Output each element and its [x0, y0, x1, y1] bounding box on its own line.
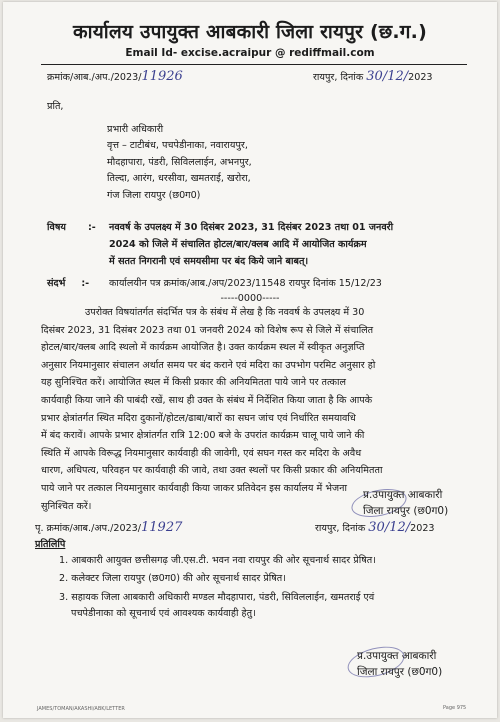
footer-page: Page 975 — [443, 705, 467, 711]
copy-date-year: 2023 — [410, 523, 435, 534]
body-line: प्रभार क्षेत्रांतर्गत स्थित मदिरा दुकानों/होटल/ढाबा/बारों का सघन जांच एवं निर्धारित समयावधि — [41, 412, 356, 424]
copy-number — [35, 520, 182, 535]
letter-number-prefix: क्रमांक/आब./अप./2023/ — [47, 72, 142, 83]
body-line: कार्यवाही किया जाने की पाबंदी रखें, साथ ही उक्त के संबंध में निर्देशित किया जाता है कि आपके — [41, 394, 373, 406]
letter-date-handwritten: 30/12/ — [366, 69, 409, 84]
signatory-title: प्र.उपायुक्त आबकारी — [363, 489, 443, 501]
body-line: में बंद करावें। आपके प्रभार क्षेत्रांतर्गत रात्रि 12:00 बजे के उपरांत कार्यक्रम चालू पाये जाने की — [41, 430, 365, 442]
body-line: धारण, अधिपत्य, परिवहन पर कार्यवाही की जावे, तथा उक्त स्थलों पर किसी प्रकार की अनियमितता — [41, 465, 383, 477]
copy-to-item: 3. सहायक जिला आबकारी अधिकारी मण्डल मौदहापारा, पंडरी, सिविललाईन, खमतराई एवं — [59, 592, 375, 603]
signatory-office: जिला रायपुर (छ0ग0) — [363, 505, 449, 517]
signature-block-2 — [357, 648, 442, 680]
subject-line: में सतत निगरानी एवं समयसीमा पर बंद किये जाने बाबत्। — [109, 255, 309, 267]
reference-text: कार्यालयीन पत्र क्रमांक/आब./अप/2023/11548 रायपुर दिनांक 15/12/23 — [109, 278, 382, 289]
office-email: Email Id- excise.acraipur @ rediffmail.com — [125, 47, 375, 59]
copy-date — [315, 520, 435, 535]
office-title: कार्यालय उपायुक्त आबकारी जिला रायपुर (छ.ग.) — [73, 21, 427, 43]
subject-label: विषय :- — [47, 222, 96, 233]
subject-label-text: विषय — [47, 222, 66, 233]
addressee-block — [107, 122, 252, 204]
reference-label-text: संदर्भ — [47, 278, 66, 289]
addressee-line: गंज जिला रायपुर (छ0ग0) — [107, 189, 201, 201]
body-line: सुनिश्चित करें। — [41, 500, 92, 512]
separator: -----0000----- — [220, 293, 280, 304]
copy-number-prefix: पृ. क्रमांक/आब./अप./2023/ — [35, 523, 142, 534]
body-line: दिसंबर 2023, 31 दिसंबर 2023 तथा 01 जनवरी 2024 को विशेष रूप से जिले में संचालित — [41, 324, 374, 336]
signatory-title: प्र.उपायुक्त आबकारी — [357, 650, 437, 662]
reference-label: संदर्भ :- — [47, 278, 90, 289]
body-line: यह सुनिश्चित करें। आयोजित स्थल में किसी प्रकार की अनियमितता पाये जाने पर तत्काल — [41, 377, 346, 389]
subject-text — [109, 220, 393, 270]
copy-number-handwritten: 11927 — [141, 520, 183, 535]
letter-date — [313, 69, 433, 84]
letter-date-year: 2023 — [408, 72, 433, 83]
addressee-line: तिल्दा, आरंग, धरसीवा, खमतराई, खरोरा, — [107, 173, 251, 185]
addressee-line: प्रभारी अधिकारी — [107, 124, 164, 135]
copy-date-prefix: रायपुर, दिनांक — [315, 523, 366, 534]
copy-to-label: प्रतिलिपि — [35, 539, 66, 550]
body-line: स्थिति में आपके विरूद्ध नियमानुसार कार्यवाही की जावेगी, एवं सघन गस्त कर मदिरा के अवैध — [41, 447, 362, 459]
subject-line: 2024 को जिले में संचालित होटल/बार/क्लब आदि में आयोजित कार्यक्रम — [109, 238, 367, 250]
footer-path: JAMES/TOMAN/AKASHI/ABK/LETTER — [37, 706, 125, 712]
copy-to-item: 1. आबकारी आयुक्त छत्तीसगढ़ जी.एस.टी. भवन नवा रायपुर की ओर सूचनार्थ सादर प्रेषित। — [59, 555, 376, 566]
copy-to-item: 2. कलेक्टर जिला रायपुर (छ0ग0) की ओर सूचनार्थ सादर प्रेषित। — [59, 573, 286, 584]
signatory-office: जिला रायपुर (छ0ग0) — [357, 666, 443, 678]
copy-date-handwritten: 30/12/ — [368, 520, 411, 535]
body-line: उपरोक्त विषयांतर्गत संदर्भित पत्र के संबंध में लेख है कि नववर्ष के उपलक्ष्य में 30 — [85, 307, 365, 318]
body-line: पाये जाने पर तत्काल नियमानुसार कार्यवाही किया जाकर प्रतिवेदन इस कार्यालय में भेजना — [41, 482, 347, 494]
addressee-line: वृत्त – टाटीबंध, पचपेडीनाका, नवारायपुर, — [107, 140, 248, 152]
letter-number — [47, 69, 183, 84]
subject-line: नववर्ष के उपलक्ष्य में 30 दिसंबर 2023, 31 दिसंबर 2023 तथा 01 जनवरी — [109, 222, 394, 233]
letter-date-prefix: रायपुर, दिनांक — [313, 72, 364, 83]
to-label: प्रति, — [47, 101, 64, 112]
letter-number-handwritten: 11926 — [141, 69, 183, 84]
header-divider — [41, 64, 467, 65]
copy-to-item: पचपेडीनाका को सूचनार्थ एवं आवश्यक कार्यवाही हेतु। — [71, 608, 256, 619]
signature-block-1 — [363, 487, 448, 519]
body-line: होटल/बार/क्लब आदि स्थलो में कार्यक्रम आयोजित है। उक्त कार्यक्रम स्थल में स्वीकृत अनुज्ञप्ति — [41, 342, 365, 354]
addressee-line: मौदहापारा, पंडरी, सिविललाईन, अभनपुर, — [107, 156, 252, 168]
body-line: अनुसार नियमानुसार संचालन अर्थात समय पर बंद कराने एवं मदिरा का उपभोग परमिट अनुसार हो — [41, 359, 376, 371]
letter-page — [3, 2, 497, 718]
letter-body — [41, 304, 473, 515]
